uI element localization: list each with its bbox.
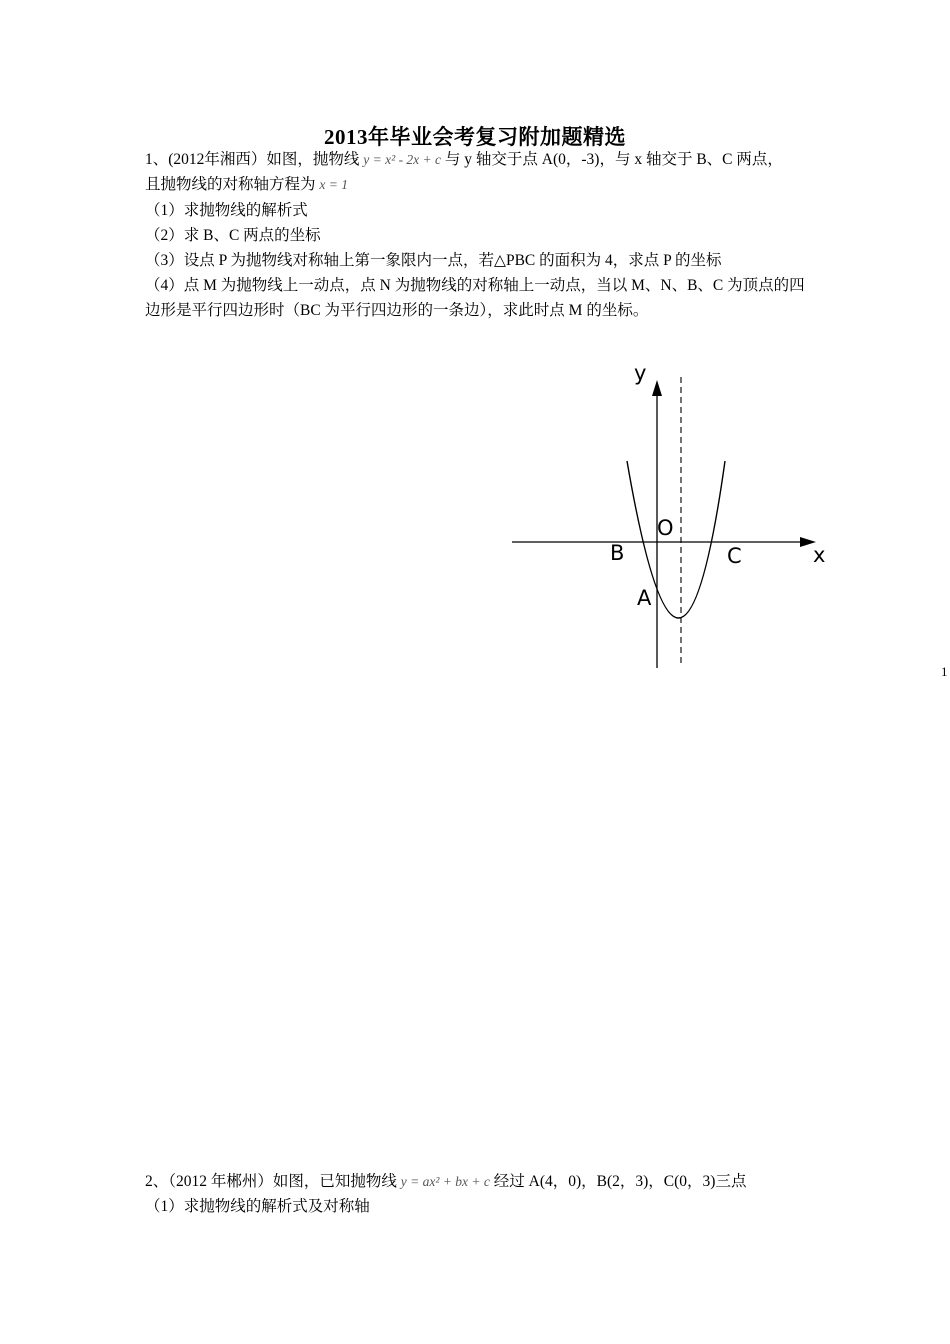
y-axis-arrow bbox=[652, 380, 662, 396]
problem-1-question-3: （3）设点 P 为抛物线对称轴上第一象限内一点，若△PBC 的面积为 4，求点 P 的坐标 bbox=[145, 252, 722, 269]
y-axis-label: y bbox=[634, 361, 647, 385]
problem-2-conditions: 经过 A(4，0)，B(2，3)，C(0，3)三点 bbox=[493, 1173, 747, 1190]
problem-1-axis-equation: x = 1 bbox=[319, 177, 348, 192]
problem-2-question-1: （1）求抛物线的解析式及对称轴 bbox=[145, 1198, 370, 1215]
problem-1-axis-text: 且抛物线的对称轴方程为 bbox=[145, 176, 316, 193]
problem-2-intro: 2、（2012 年郴州）如图，已知抛物线 bbox=[145, 1173, 397, 1190]
problem-1-equation: y = x² - 2x + c bbox=[363, 152, 442, 167]
problem-1-conditions: 与 y 轴交于点 A(0，-3)，与 x 轴交于 B、C 两点， bbox=[444, 151, 783, 168]
page-title: 2013年毕业会考复习附加题精选 bbox=[324, 125, 626, 149]
problem-1-question-2: （2）求 B、C 两点的坐标 bbox=[145, 227, 321, 244]
problem-1-question-1: （1）求抛物线的解析式 bbox=[145, 202, 308, 219]
x-axis-label: x bbox=[813, 543, 826, 567]
page-number: 1 bbox=[941, 664, 948, 679]
problem-1-intro: 1、(2012年湘西）如图，抛物线 bbox=[145, 151, 360, 168]
problem-1-question-4-cont: 边形是平行四边形时（BC 为平行四边形的一条边），求此时点 M 的坐标。 bbox=[145, 302, 649, 319]
point-b-label: B bbox=[610, 541, 625, 565]
point-c-label: C bbox=[727, 544, 742, 568]
origin-label: O bbox=[657, 516, 674, 540]
problem-1-question-4: （4）点 M 为抛物线上一动点，点 N 为抛物线的对称轴上一动点，当以 M、N、B、C 为顶点的四 bbox=[145, 277, 805, 294]
problem-2-equation: y = ax² + bx + c bbox=[400, 1174, 490, 1189]
point-a-label: A bbox=[637, 586, 652, 610]
problem-2-line-1 bbox=[145, 1171, 746, 1193]
